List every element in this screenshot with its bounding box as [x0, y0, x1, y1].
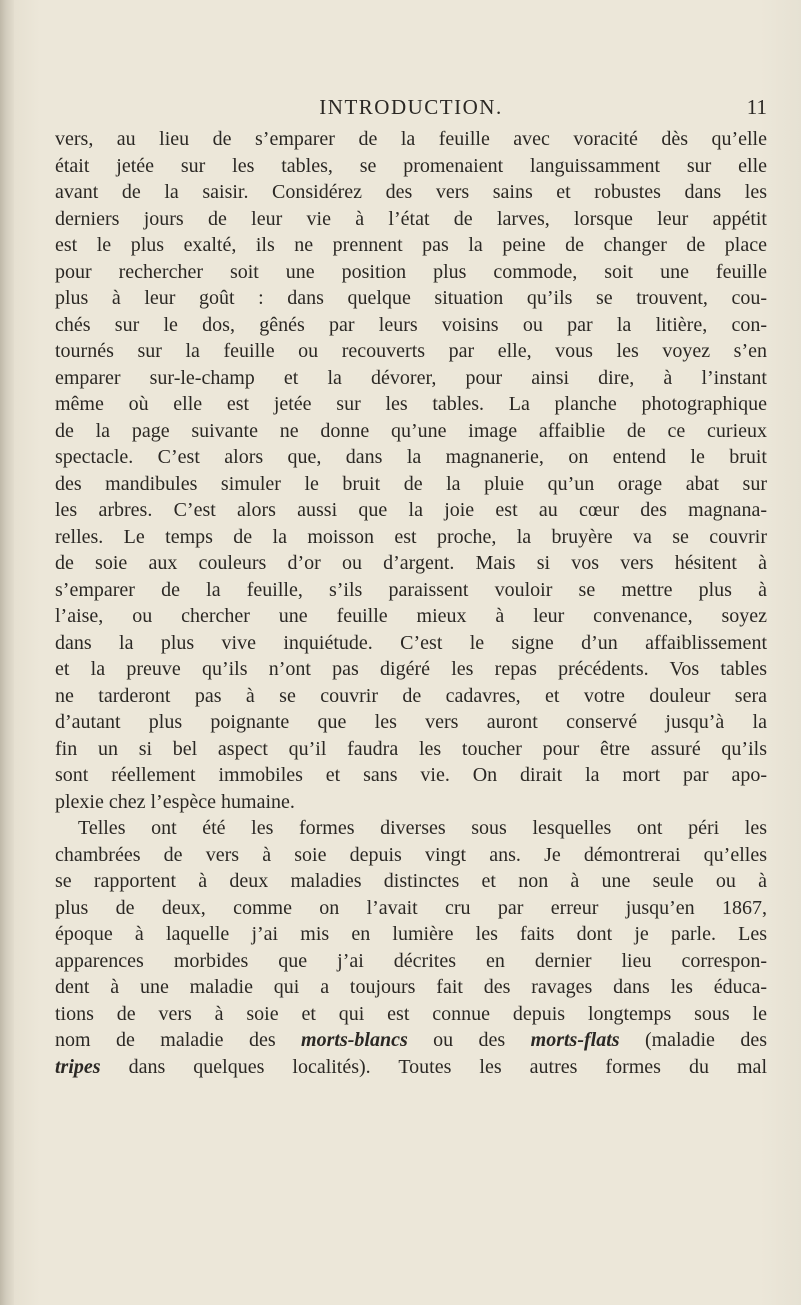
- text-line: des mandibules simuler le bruit de la pluie qu’un orage abat sur: [55, 472, 767, 495]
- text-line: dent à une maladie qui a toujours fait des ravages dans les éduca-: [55, 976, 767, 998]
- text-line: plus de deux, comme on l’avait cru par erreur jusqu’en 1867,: [55, 896, 767, 919]
- italic-term: morts-flats: [530, 1029, 620, 1051]
- text-line: derniers jours de leur vie à l’état de larves, lorsque leur appétit: [55, 207, 767, 230]
- text-run: nom de maladie des: [55, 1029, 302, 1051]
- text-line: apparences morbides que j’ai décrites en dernier lieu correspon-: [55, 949, 767, 972]
- text-line: plexie chez l’espèce humaine.: [55, 790, 295, 813]
- text-line: avant de la saisir. Considérez des vers sains et robustes dans les: [55, 181, 767, 203]
- text-line: emparer sur-le-champ et la dévorer, pour ainsi dire, à l’instant: [55, 366, 767, 389]
- text-line: [55, 1027, 767, 1054]
- running-title: INTRODUCTION.: [319, 95, 503, 119]
- text-line: était jetée sur les tables, se promenaient languissamment sur elle: [55, 154, 767, 177]
- italic-term: morts-blancs: [301, 1029, 408, 1051]
- text-line: d’autant plus poignante que les vers auront conservé jusqu’à la: [55, 711, 767, 733]
- text-line: ne tarderont pas à se couvrir de cadavres, et votre douleur sera: [55, 684, 767, 707]
- text-line: tions de vers à soie et qui est connue depuis longtemps sous le: [55, 1002, 767, 1025]
- text-line: [55, 1054, 767, 1081]
- text-line: Telles ont été les formes diverses sous lesquelles ont péri les: [78, 817, 767, 839]
- text-line: et la preuve qu’ils n’ont pas digéré les repas précédents. Vos tables: [55, 658, 767, 680]
- text-line: même où elle est jetée sur les tables. La planche photographique: [55, 393, 767, 415]
- text-line: sont réellement immobiles et sans vie. On dirait la mort par apo-: [55, 764, 767, 786]
- text-line: dans la plus vive inquiétude. C’est le signe d’un affaiblissement: [55, 631, 767, 654]
- text-line: de la page suivante ne donne qu’une image affaiblie de ce curieux: [55, 419, 767, 442]
- text-run: (maladie des: [619, 1029, 767, 1051]
- text-line: spectacle. C’est alors que, dans la magnanerie, on entend le bruit: [55, 446, 767, 468]
- text-line: s’emparer de la feuille, s’ils paraissent vouloir se mettre plus à: [55, 578, 767, 601]
- page-header: [55, 95, 767, 125]
- text-line: vers, au lieu de s’emparer de la feuille avec voracité dès qu’elle: [55, 128, 767, 150]
- text-line: l’aise, ou chercher une feuille mieux à leur convenance, soyez: [55, 605, 767, 627]
- text-line: chambrées de vers à soie depuis vingt ans. Je démontrerai qu’elles: [55, 843, 767, 866]
- italic-term: tripes: [55, 1055, 101, 1078]
- page-number: 11: [746, 95, 767, 119]
- text-line: tournés sur la feuille ou recouverts par elle, vous les voyez s’en: [55, 340, 767, 362]
- binding-gutter: [0, 0, 14, 1305]
- body-text: [55, 126, 767, 1080]
- text-line: chés sur le dos, gênés par leurs voisins ou par la litière, con-: [55, 313, 767, 336]
- text-line: se rapportent à deux maladies distinctes et non à une seule ou à: [55, 870, 767, 892]
- text-line: pour rechercher soit une position plus commode, soit une feuille: [55, 260, 767, 283]
- text-line: fin un si bel aspect qu’il faudra les toucher pour être assuré qu’ils: [55, 737, 767, 760]
- text-line: de soie aux couleurs d’or ou d’argent. Mais si vos vers hésitent à: [55, 552, 767, 574]
- text-line: plus à leur goût : dans quelque situation qu’ils se trouvent, cou-: [55, 287, 767, 309]
- text-line: relles. Le temps de la moisson est proche, la bruyère va se couvrir: [55, 525, 767, 548]
- text-run: ou des: [407, 1029, 531, 1051]
- text-line: est le plus exalté, ils ne prennent pas la peine de changer de place: [55, 234, 767, 256]
- paragraph: [55, 126, 767, 815]
- paragraph: [55, 815, 767, 1080]
- text-line: époque à laquelle j’ai mis en lumière les faits dont je parle. Les: [55, 923, 767, 945]
- text-line: les arbres. C’est alors aussi que la joie est au cœur des magnana-: [55, 499, 767, 521]
- text-run: dans quelques localités). Toutes les autres formes du mal: [100, 1055, 767, 1078]
